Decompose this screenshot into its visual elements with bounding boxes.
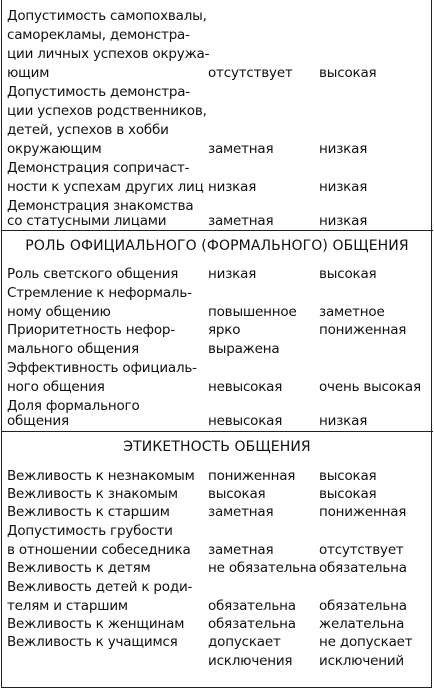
value-col1: низкая xyxy=(208,179,257,195)
value-col1: повышенное xyxy=(208,304,297,320)
row-label: Эффективность официаль- xyxy=(7,360,197,376)
row-label: Вежливость к детям xyxy=(7,560,151,576)
value-col2: низкая xyxy=(319,141,368,157)
row-label: детей, успехов в хобби xyxy=(7,122,169,138)
value-col1: заметная xyxy=(208,141,274,157)
row-label: Вежливость к учащимся xyxy=(7,634,178,650)
value-col1: не обязательна xyxy=(208,560,317,576)
value-col2: низкая xyxy=(319,413,368,429)
value-col1: ярко xyxy=(208,322,241,338)
row-label: Вежливость к незнакомым xyxy=(7,468,195,484)
row-label: Роль светского общения xyxy=(7,266,179,282)
value-col2: пониженная xyxy=(319,322,407,338)
value-col1: заметная xyxy=(208,542,274,558)
value-col2: очень высокая xyxy=(319,379,421,395)
row-label: ции успехов родственников, xyxy=(7,103,207,119)
row-label: ющим xyxy=(7,65,50,81)
row-label: телям и старшим xyxy=(7,598,128,614)
row-label: Стремление к неформаль- xyxy=(7,285,192,301)
row-label: Вежливость детей к роди- xyxy=(7,579,193,595)
row-label: мального общения xyxy=(7,341,139,357)
value-col2: высокая xyxy=(319,468,377,484)
value-col2: желательна xyxy=(319,616,405,632)
value-col2: исключений xyxy=(319,653,404,669)
value-col2: низкая xyxy=(319,179,368,195)
row-label: саморекламы, демонстра- xyxy=(7,27,190,43)
value-col1: высокая xyxy=(208,486,266,502)
value-col2: пониженная xyxy=(319,504,407,520)
row-label: в отношении собеседника xyxy=(7,542,191,558)
row-label: Вежливость к знакомым xyxy=(7,486,178,502)
value-col2: обязательна xyxy=(319,560,407,576)
row-label: Вежливость к старшим xyxy=(7,504,170,520)
row-label: ного общения xyxy=(7,379,105,395)
value-col2: заметное xyxy=(319,304,385,320)
row-label: ному общению xyxy=(7,304,111,320)
section-divider xyxy=(1,230,433,231)
section-divider xyxy=(1,431,433,432)
value-col1: исключения xyxy=(208,653,293,669)
row-label: Приоритетность нефор- xyxy=(7,322,175,338)
row-label: Демонстрация знакомства xyxy=(7,198,194,214)
value-col1: выражена xyxy=(208,341,280,357)
value-col2: низкая xyxy=(319,213,368,229)
value-col1: обязательна xyxy=(208,616,296,632)
row-label: Допустимость самопохвалы, xyxy=(7,8,207,24)
section-header-etiquette: ЭТИКЕТНОСТЬ ОБЩЕНИЯ xyxy=(123,439,311,455)
value-col1: обязательна xyxy=(208,598,296,614)
value-col1: отсутствует xyxy=(208,65,293,81)
row-label: Вежливость к женщинам xyxy=(7,616,185,632)
value-col2: не допускает xyxy=(319,634,413,650)
row-label: Допустимость грубости xyxy=(7,523,173,539)
value-col1: низкая xyxy=(208,266,257,282)
row-label: Допустимость демонстра- xyxy=(7,84,190,100)
value-col2: высокая xyxy=(319,486,377,502)
row-label: Доля формального xyxy=(7,398,140,414)
section-header-formal-communication: РОЛЬ ОФИЦИАЛЬНОГО (ФОРМАЛЬНОГО) ОБЩЕНИЯ xyxy=(25,238,409,254)
row-label: общения xyxy=(7,413,69,429)
value-col2: высокая xyxy=(319,65,377,81)
row-label: ности к успехам других лиц xyxy=(7,179,204,195)
value-col1: невысокая xyxy=(208,379,283,395)
value-col2: высокая xyxy=(319,266,377,282)
row-label: ции личных успехов окружа- xyxy=(7,46,210,62)
value-col1: допускает xyxy=(208,634,281,650)
value-col1: невысокая xyxy=(208,413,283,429)
value-col2: отсутствует xyxy=(319,542,404,558)
value-col1: заметная xyxy=(208,504,274,520)
row-label: окружающим xyxy=(7,141,102,157)
value-col1: пониженная xyxy=(208,468,296,484)
value-col2: обязательна xyxy=(319,598,407,614)
value-col1: заметная xyxy=(208,213,274,229)
row-label: со статусными лицами xyxy=(7,213,167,229)
row-label: Демонстрация сопричаст- xyxy=(7,160,190,176)
